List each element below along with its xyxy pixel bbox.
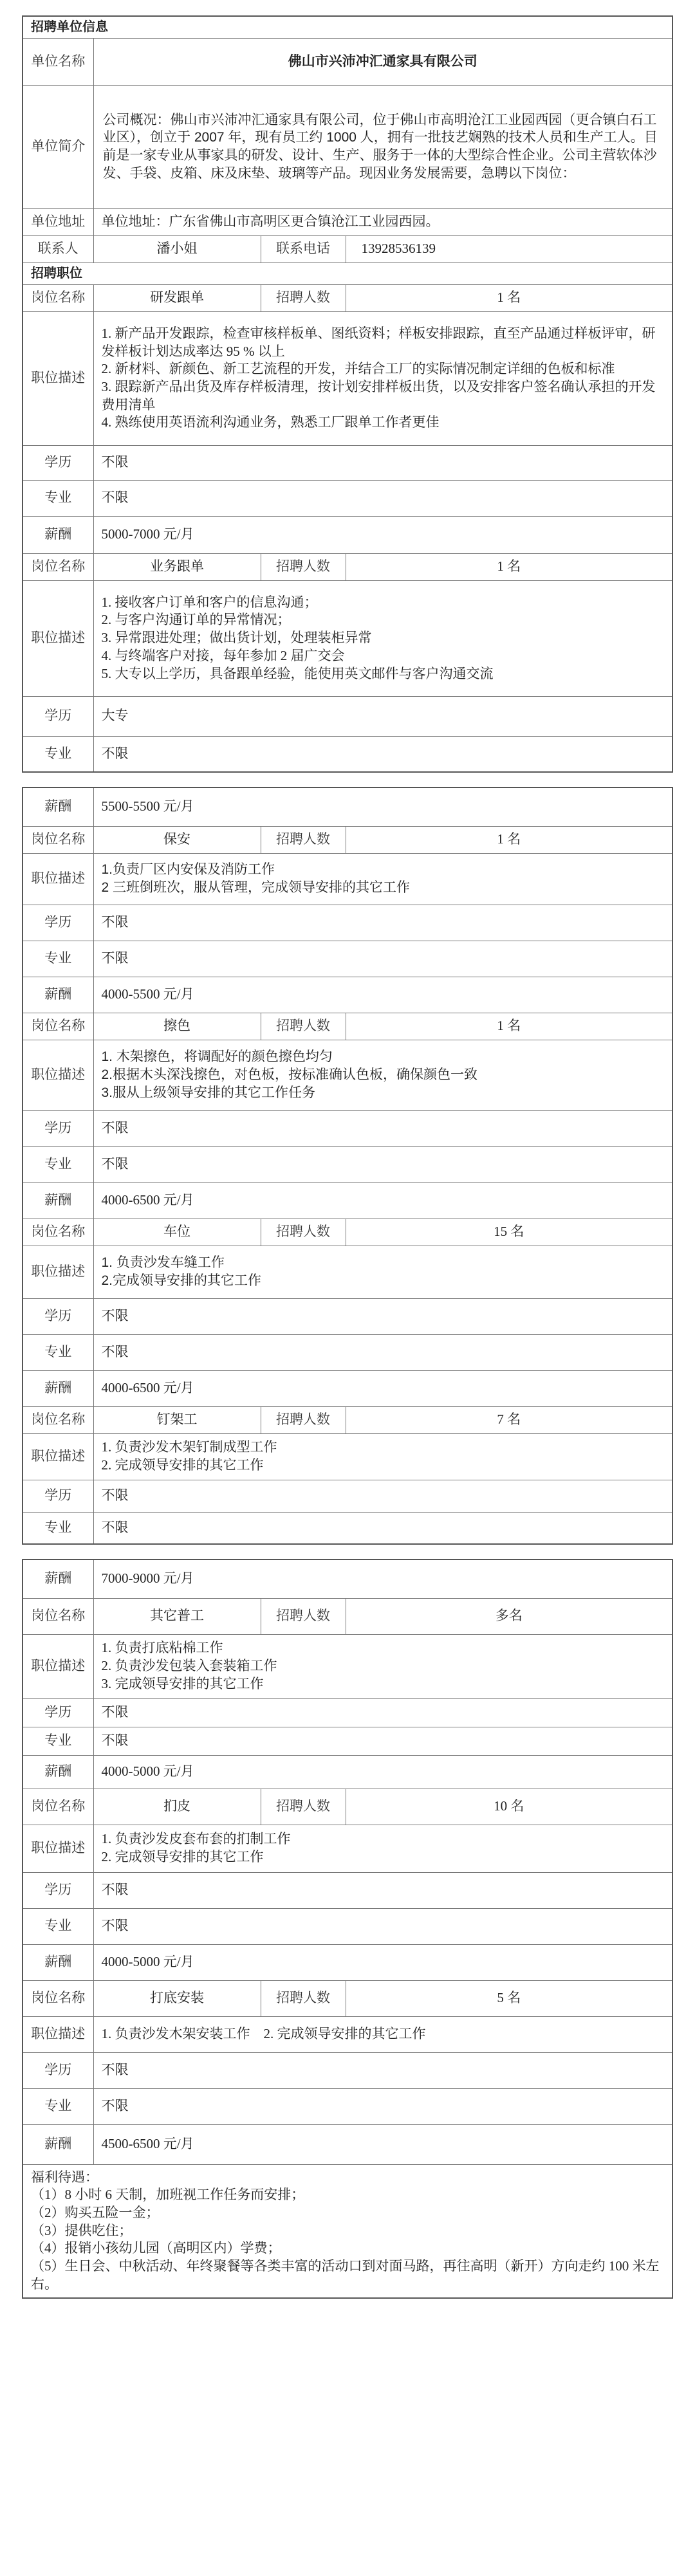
label-position-name: 岗位名称	[23, 553, 93, 580]
label-education: 学历	[23, 1698, 93, 1727]
label-education: 学历	[23, 905, 93, 941]
duty-line: 1. 负责沙发皮套布套的扪制工作	[101, 1831, 291, 1847]
label-major: 专业	[23, 1908, 93, 1944]
welfare-item: （3）提供吃住；	[31, 2222, 133, 2238]
duty-line: 2 三班倒班次，服从管理，完成领导安排的其它工作	[101, 880, 411, 895]
duty-line: 1. 新产品开发跟踪，检查审核样板单、图纸资料；样板安排跟踪，直至产品通过样板评审，研发样板计划达成率达 95 % 以上	[101, 325, 656, 359]
job-duties	[93, 1433, 672, 1480]
duty-line: 4. 熟练使用英语流利沟通业务，熟悉工厂跟单工作者更佳	[101, 414, 440, 430]
job-title: 其它普工	[93, 1598, 261, 1634]
job-headcount: 1 名	[346, 553, 672, 580]
label-position-name: 岗位名称	[23, 1406, 93, 1433]
label-position-name: 岗位名称	[23, 1598, 93, 1634]
label-education: 学历	[23, 2052, 93, 2088]
job-headcount: 1 名	[346, 284, 672, 311]
job-headcount: 15 名	[346, 1219, 672, 1246]
welfare-item: （5）生日会、中秋活动、年终聚餐等各类丰富的活动口到对面马路，再往高明（新开）方向走约 100 米左右。	[31, 2258, 660, 2292]
welfare-item: （4）报销小孩幼儿园（高明区内）学费；	[31, 2240, 281, 2256]
duty-line: 2. 完成领导安排的其它工作	[101, 1849, 264, 1864]
job-education: 不限	[93, 2052, 672, 2088]
job-headcount: 7 名	[346, 1406, 672, 1433]
section-title-jobs: 招聘职位	[23, 262, 672, 284]
job-major: 不限	[93, 1146, 672, 1182]
label-company-name: 单位名称	[23, 38, 93, 85]
label-position-name: 岗位名称	[23, 1013, 93, 1040]
label-education: 学历	[23, 696, 93, 736]
job-salary: 4000-5500 元/月	[93, 977, 672, 1013]
label-address: 单位地址	[23, 208, 93, 235]
job-salary: 4000-6500 元/月	[93, 1182, 672, 1219]
label-salary: 薪酬	[23, 1182, 93, 1219]
job-salary: 4000-6500 元/月	[93, 1370, 672, 1406]
job-education: 不限	[93, 905, 672, 941]
label-position-name: 岗位名称	[23, 1219, 93, 1246]
duty-line: 1. 负责沙发车缝工作	[101, 1255, 225, 1271]
label-position-name: 岗位名称	[23, 1789, 93, 1825]
job-salary: 4500-6500 元/月	[93, 2124, 672, 2164]
job-duties	[93, 580, 672, 696]
job-education: 不限	[93, 1480, 672, 1512]
label-education: 学历	[23, 1298, 93, 1334]
duty-line: 1. 负责沙发木架安装工作 2. 完成领导安排的其它工作	[101, 2026, 426, 2042]
duty-line: 1. 木架擦色，将调配好的颜色擦色均匀	[101, 1049, 333, 1065]
job-major: 不限	[93, 2088, 672, 2124]
label-duty: 职位描述	[23, 311, 93, 445]
welfare-section	[23, 2164, 672, 2298]
duty-line: 1. 负责打底粘棉工作	[101, 1640, 223, 1656]
label-headcount: 招聘人数	[261, 1598, 346, 1634]
label-headcount: 招聘人数	[261, 284, 346, 311]
duty-line: 2.完成领导安排的其它工作	[101, 1273, 262, 1288]
duty-line: 3. 跟踪新产品出货及库存样板清理，按计划安排样板出货，以及安排客户签名确认承担的开发费用清单	[101, 379, 656, 412]
job-headcount: 1 名	[346, 1013, 672, 1040]
label-headcount: 招聘人数	[261, 1980, 346, 2016]
label-headcount: 招聘人数	[261, 1013, 346, 1040]
duty-line: 2. 与客户沟通订单的异常情况；	[101, 612, 291, 628]
job-title: 车位	[93, 1219, 261, 1246]
label-phone: 联系电话	[261, 235, 346, 262]
duty-line: 1. 负责沙发木架钉制成型工作	[101, 1439, 277, 1455]
label-education: 学历	[23, 1110, 93, 1146]
company-intro: 公司概况：佛山市兴沛冲汇通家具有限公司，位于佛山市高明沧江工业园西园（更合镇白石工业区），创立于 2007 年，现有员工约 1000 人，拥有一批技艺娴熟的技术人员和生产工人。目前是一家专业从事家具的研发、设计、生产、服务于一体的大型综合性企业。公司主营软体沙发、手袋、皮箱、床及床垫、玻璃等产品。现因业务发展需要，急聘以下岗位：	[93, 85, 672, 208]
job-education: 不限	[93, 445, 672, 480]
duty-line: 4. 与终端客户对接，每年参加 2 届广交会	[101, 647, 345, 663]
label-duty: 职位描述	[23, 1433, 93, 1480]
welfare-item: （2）购买五险一金；	[31, 2204, 160, 2220]
label-salary: 薪酬	[23, 1755, 93, 1789]
label-duty: 职位描述	[23, 580, 93, 696]
job-education: 不限	[93, 1698, 672, 1727]
label-duty: 职位描述	[23, 1246, 93, 1298]
label-headcount: 招聘人数	[261, 1219, 346, 1246]
label-contact: 联系人	[23, 235, 93, 262]
job-salary: 4000-5000 元/月	[93, 1944, 672, 1980]
label-headcount: 招聘人数	[261, 1406, 346, 1433]
recruitment-table-part3	[22, 1559, 673, 2299]
job-duties	[93, 1825, 672, 1872]
job-education: 不限	[93, 1298, 672, 1334]
label-major: 专业	[23, 1334, 93, 1370]
welfare-item: （1）8 小时 6 天制，加班视工作任务而安排；	[31, 2187, 305, 2203]
duty-line: 2. 完成领导安排的其它工作	[101, 1457, 264, 1473]
label-duty: 职位描述	[23, 1825, 93, 1872]
welfare-title: 福利待遇：	[31, 2169, 98, 2185]
label-position-name: 岗位名称	[23, 1980, 93, 2016]
job-major: 不限	[93, 1512, 672, 1544]
company-name: 佛山市兴沛冲汇通家具有限公司	[93, 38, 672, 85]
job-headcount: 5 名	[346, 1980, 672, 2016]
label-major: 专业	[23, 941, 93, 977]
job-duties	[93, 1246, 672, 1298]
label-education: 学历	[23, 1480, 93, 1512]
duty-line: 3. 完成领导安排的其它工作	[101, 1675, 264, 1691]
job-headcount: 1 名	[346, 826, 672, 853]
job-major: 不限	[93, 736, 672, 772]
label-headcount: 招聘人数	[261, 1789, 346, 1825]
job-duties	[93, 1040, 672, 1110]
duty-line: 3.服从上级领导安排的其它工作任务	[101, 1085, 316, 1100]
label-major: 专业	[23, 736, 93, 772]
job-headcount: 10 名	[346, 1789, 672, 1825]
label-major: 专业	[23, 1512, 93, 1544]
job-major: 不限	[93, 1908, 672, 1944]
label-headcount: 招聘人数	[261, 553, 346, 580]
label-position-name: 岗位名称	[23, 826, 93, 853]
label-salary: 薪酬	[23, 1370, 93, 1406]
recruitment-table-part1	[22, 15, 673, 773]
job-title: 钉架工	[93, 1406, 261, 1433]
job-duties	[93, 853, 672, 905]
section-title-company: 招聘单位信息	[23, 16, 672, 38]
label-education: 学历	[23, 1872, 93, 1908]
job-duties	[93, 2016, 672, 2052]
job-duties	[93, 311, 672, 445]
job-major: 不限	[93, 1727, 672, 1755]
duty-line: 1. 接收客户订单和客户的信息沟通；	[101, 594, 318, 610]
label-headcount: 招聘人数	[261, 826, 346, 853]
label-position-name: 岗位名称	[23, 284, 93, 311]
label-salary: 薪酬	[23, 1559, 93, 1598]
label-education: 学历	[23, 445, 93, 480]
label-duty: 职位描述	[23, 1040, 93, 1110]
job-title: 打底安装	[93, 1980, 261, 2016]
contact-person: 潘小姐	[93, 235, 261, 262]
job-salary: 5000-7000 元/月	[93, 516, 672, 553]
job-title: 业务跟单	[93, 553, 261, 580]
job-major: 不限	[93, 941, 672, 977]
job-salary: 5500-5500 元/月	[93, 787, 672, 826]
job-major: 不限	[93, 480, 672, 516]
label-major: 专业	[23, 1146, 93, 1182]
label-duty: 职位描述	[23, 1634, 93, 1698]
job-title: 扪皮	[93, 1789, 261, 1825]
label-salary: 薪酬	[23, 787, 93, 826]
label-major: 专业	[23, 1727, 93, 1755]
duty-line: 2. 新材料、新颜色、新工艺流程的开发，并结合工厂的实际情况制定详细的色板和标准	[101, 361, 615, 377]
job-major: 不限	[93, 1334, 672, 1370]
label-salary: 薪酬	[23, 977, 93, 1013]
duty-line: 3. 异常跟进处理；做出货计划，处理装柜异常	[101, 630, 372, 646]
company-address: 单位地址：广东省佛山市高明区更合镇沧江工业园西园。	[93, 208, 672, 235]
job-salary: 4000-5000 元/月	[93, 1755, 672, 1789]
duty-line: 5. 大专以上学历，具备跟单经验，能使用英文邮件与客户沟通交流	[101, 665, 494, 681]
duty-line: 2. 负责沙发包装入套装箱工作	[101, 1658, 277, 1674]
job-education: 不限	[93, 1110, 672, 1146]
label-duty: 职位描述	[23, 2016, 93, 2052]
label-salary: 薪酬	[23, 1944, 93, 1980]
job-title: 擦色	[93, 1013, 261, 1040]
job-education: 大专	[93, 696, 672, 736]
job-duties	[93, 1634, 672, 1698]
job-salary: 7000-9000 元/月	[93, 1559, 672, 1598]
label-duty: 职位描述	[23, 853, 93, 905]
label-major: 专业	[23, 2088, 93, 2124]
duty-line: 2.根据木头深浅擦色，对色板，按标准确认色板，确保颜色一致	[101, 1067, 478, 1083]
label-salary: 薪酬	[23, 516, 93, 553]
label-salary: 薪酬	[23, 2124, 93, 2164]
label-major: 专业	[23, 480, 93, 516]
job-title: 研发跟单	[93, 284, 261, 311]
job-headcount: 多名	[346, 1598, 672, 1634]
job-title: 保安	[93, 826, 261, 853]
contact-phone: 13928536139	[346, 235, 672, 262]
recruitment-table-part2	[22, 787, 673, 1545]
label-company-intro: 单位简介	[23, 85, 93, 208]
duty-line: 1.负责厂区内安保及消防工作	[101, 862, 275, 878]
job-education: 不限	[93, 1872, 672, 1908]
